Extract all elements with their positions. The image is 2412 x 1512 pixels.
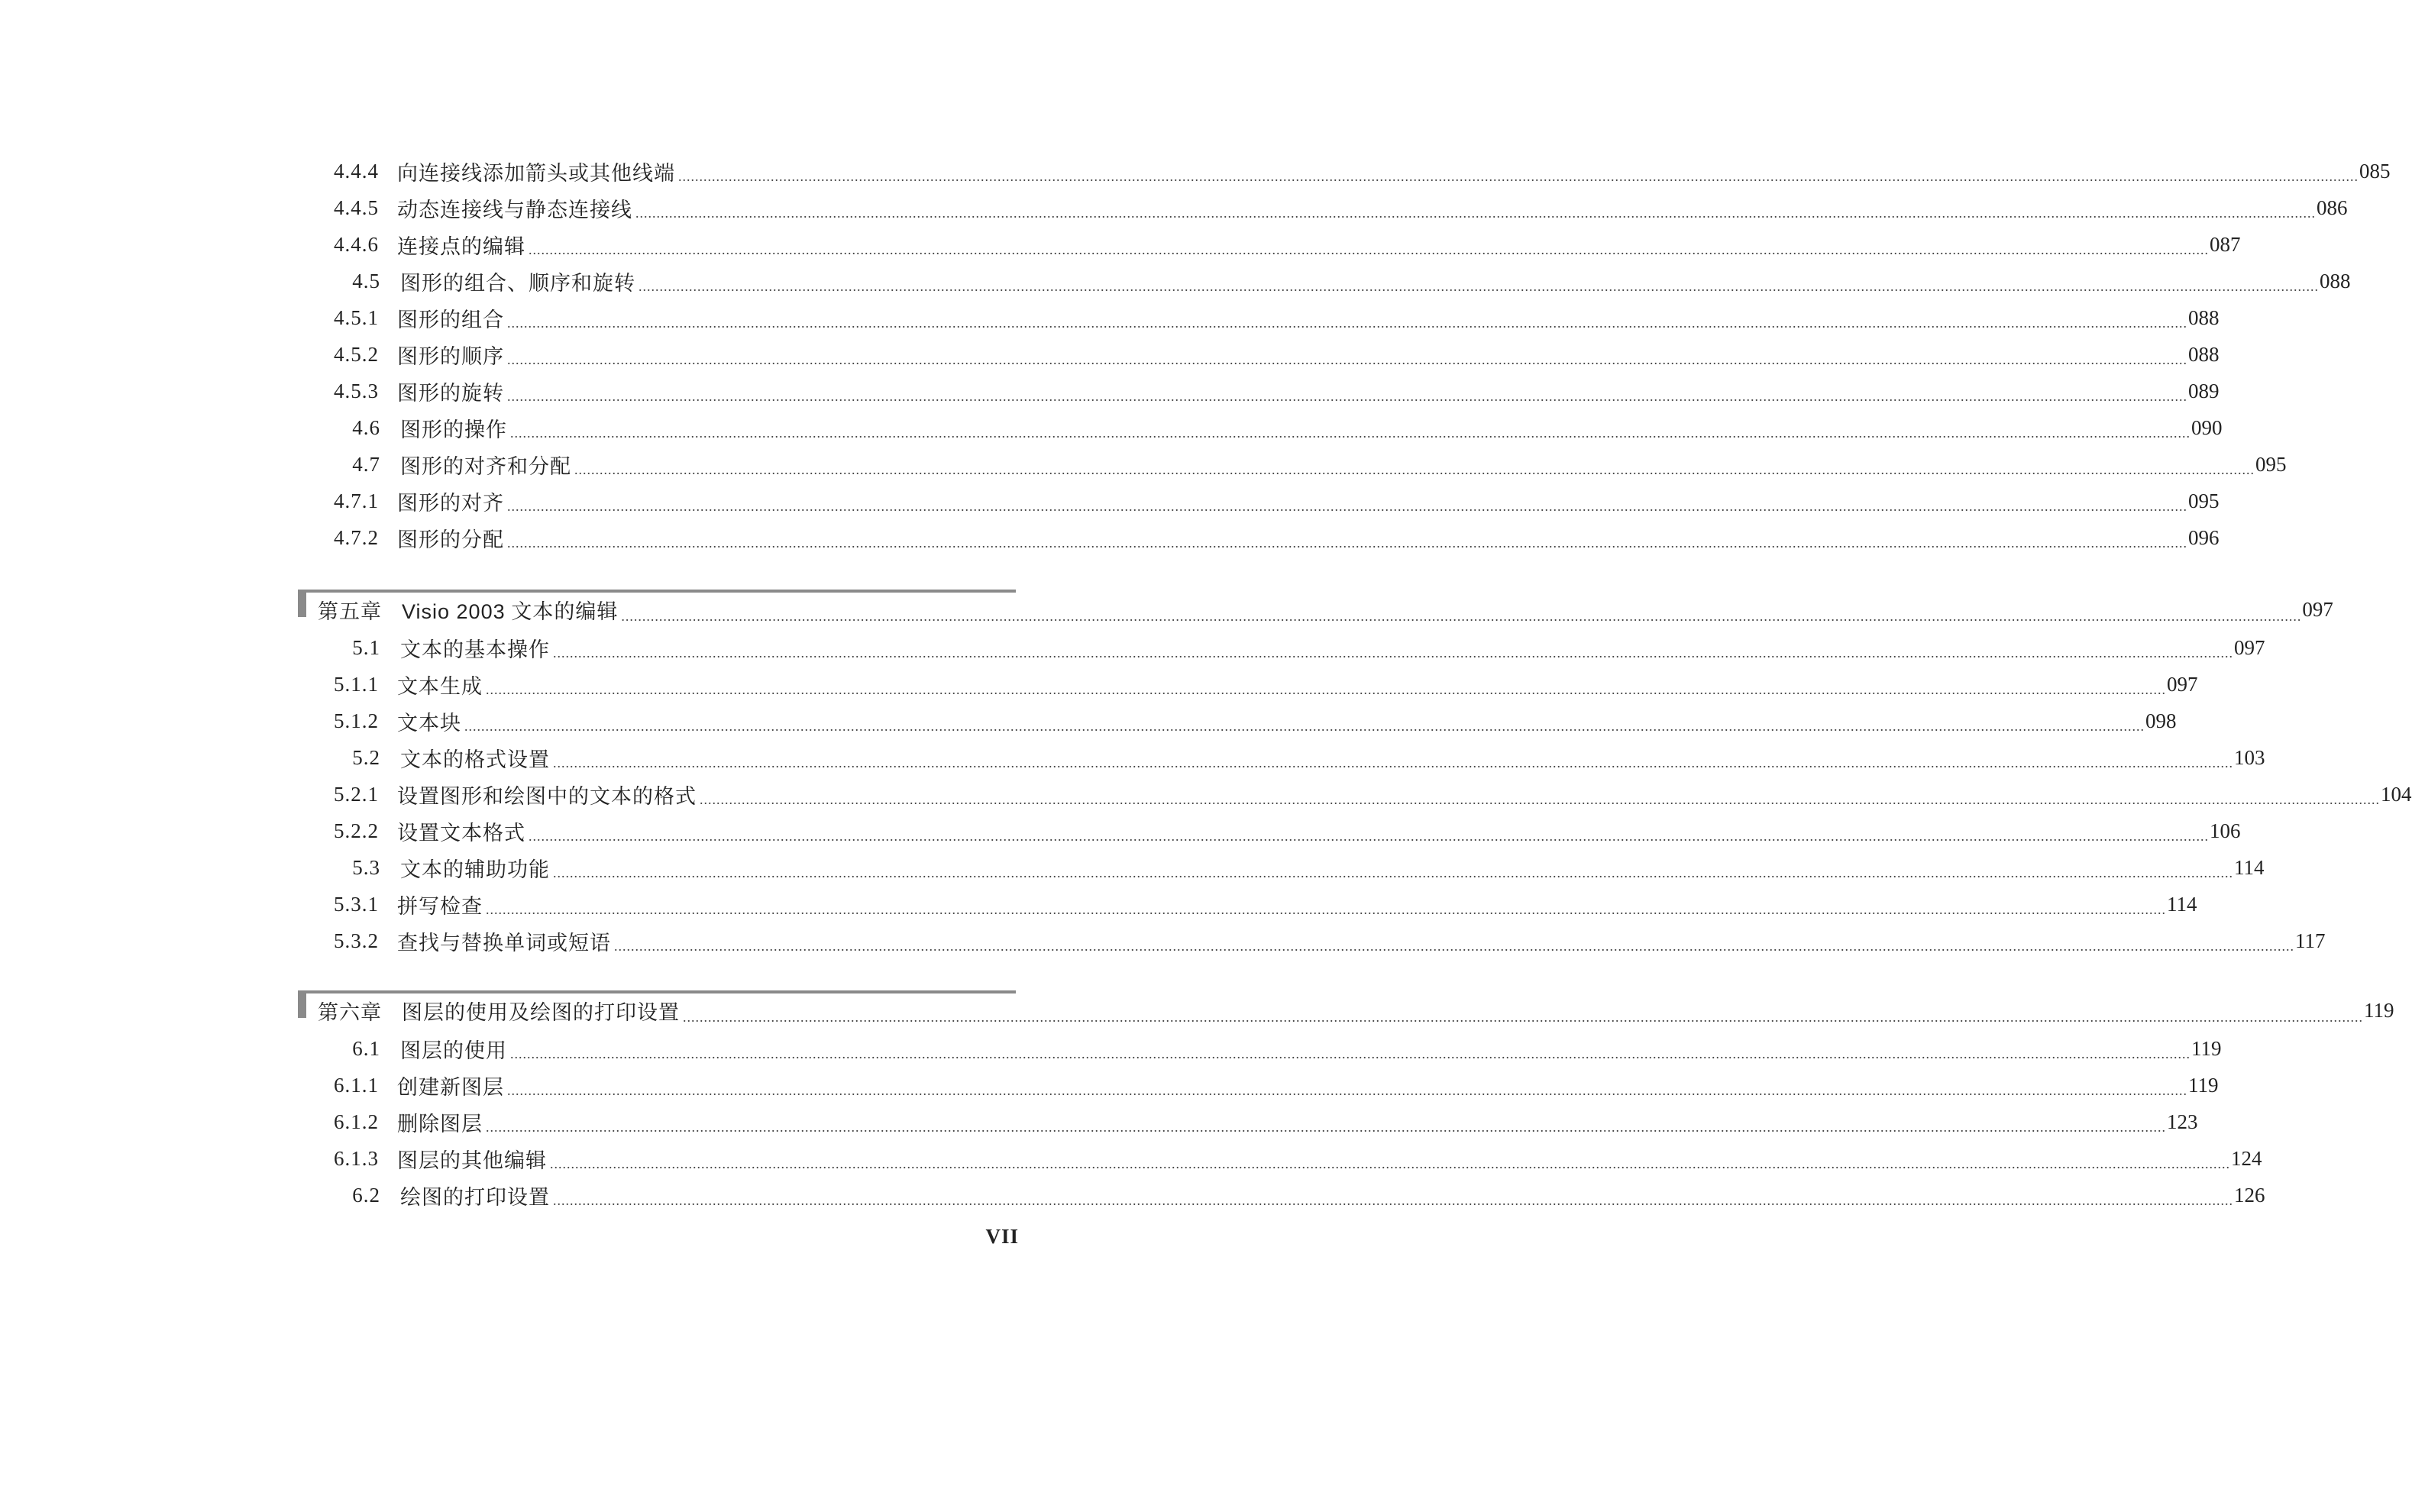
entry-number: 4.5.1 — [334, 305, 379, 329]
entry-number: 4.4.4 — [334, 159, 379, 183]
entry-number: 5.1.2 — [334, 709, 379, 732]
entry-page-number: 095 — [2255, 452, 2287, 476]
entry-title: 连接点的编辑 — [397, 234, 525, 258]
entry-title: 文本的辅助功能 — [400, 858, 550, 881]
chapter-title-text: 图层的使用及绘图的打印设置 — [402, 1000, 680, 1024]
entry-number: 6.2 — [352, 1183, 380, 1207]
entry-number: 4.7 — [352, 452, 380, 476]
chapter-marker-bar — [298, 990, 306, 1018]
dot-leader: ................................................................................................................................................................................................................................................................................................................................................................................................................ — [507, 389, 2187, 404]
entry-number: 5.3.2 — [334, 929, 379, 952]
toc-subsection-entry[interactable] — [298, 299, 2220, 336]
entry-title: 图层的使用 — [400, 1039, 507, 1062]
toc-subsection-entry[interactable] — [298, 813, 2241, 849]
toc-subsection-entry[interactable] — [298, 189, 2348, 226]
entry-number: 4.7.2 — [334, 525, 379, 549]
entry-page-number: 085 — [2359, 159, 2391, 183]
chapter-number: 第六章 — [318, 1000, 382, 1024]
toc-subsection-entry[interactable] — [298, 519, 2220, 556]
dot-leader: ................................................................................................................................................................................................................................................................................................................................................................................................................ — [486, 1119, 2166, 1135]
entry-number: 6.1.2 — [334, 1110, 379, 1133]
entry-number: 5.3 — [352, 855, 380, 879]
toc-subsection-entry[interactable] — [298, 373, 2220, 409]
page-folio: VII — [985, 1225, 1019, 1248]
dot-leader: ................................................................................................................................................................................................................................................................................................................................................................................................................ — [553, 645, 2233, 661]
dot-leader: ................................................................................................................................................................................................................................................................................................................................................................................................................ — [553, 755, 2233, 771]
toc-subsection-entry[interactable] — [298, 153, 2391, 189]
entry-page-number: 098 — [2145, 709, 2177, 732]
entry-number: 5.3.1 — [334, 892, 379, 916]
entry-page-number: 106 — [2210, 819, 2241, 842]
dot-leader: ................................................................................................................................................................................................................................................................................................................................................................................................................ — [678, 169, 2359, 184]
dot-leader: ................................................................................................................................................................................................................................................................................................................................................................................................................ — [507, 352, 2187, 367]
entry-title: 图形的对齐 — [397, 491, 504, 515]
chapter-title-latin: Visio 2003 — [402, 599, 506, 623]
chapter-marker-bar — [298, 590, 306, 617]
dot-leader: ................................................................................................................................................................................................................................................................................................................................................................................................................ — [507, 535, 2187, 551]
dot-leader: ................................................................................................................................................................................................................................................................................................................................................................................................................ — [486, 682, 2166, 697]
toc-chapter-entry[interactable] — [298, 990, 2394, 1030]
entry-title: 文本的格式设置 — [400, 748, 550, 771]
dot-leader: ................................................................................................................................................................................................................................................................................................................................................................................................................ — [635, 205, 2316, 221]
toc-subsection-entry[interactable] — [298, 922, 2326, 959]
dot-leader: ................................................................................................................................................................................................................................................................................................................................................................................................................ — [550, 1156, 2230, 1171]
entry-page-number: 119 — [2191, 1036, 2222, 1060]
entry-title: 图形的旋转 — [397, 381, 504, 405]
dot-leader: ................................................................................................................................................................................................................................................................................................................................................................................................................ — [700, 792, 2380, 807]
dot-leader: ................................................................................................................................................................................................................................................................................................................................................................................................................ — [507, 499, 2187, 514]
dot-leader: ................................................................................................................................................................................................................................................................................................................................................................................................................ — [486, 902, 2166, 917]
entry-page-number: 104 — [2381, 782, 2412, 806]
entry-title: 向连接线添加箭头或其他线端 — [397, 161, 675, 185]
entry-title: 设置图形和绘图中的文本的格式 — [397, 784, 697, 808]
entry-page-number: 088 — [2188, 342, 2220, 366]
entry-page-number: 114 — [2167, 892, 2197, 916]
entry-number: 6.1.1 — [334, 1073, 379, 1097]
entry-page-number: 088 — [2188, 305, 2220, 329]
entry-number: 5.2.2 — [334, 819, 379, 842]
dot-leader: ................................................................................................................................................................................................................................................................................................................................................................................................................ — [510, 1046, 2191, 1061]
entry-title: 删除图层 — [397, 1112, 483, 1136]
entry-page-number: 090 — [2191, 415, 2223, 439]
dot-leader: ................................................................................................................................................................................................................................................................................................................................................................................................................ — [507, 315, 2187, 331]
dot-leader: ................................................................................................................................................................................................................................................................................................................................................................................................................ — [507, 1083, 2187, 1098]
entry-page-number: 119 — [2188, 1073, 2219, 1097]
entry-number: 4.6 — [352, 415, 380, 439]
entry-number: 4.5 — [352, 269, 380, 292]
dot-leader: ................................................................................................................................................................................................................................................................................................................................................................................................................ — [529, 242, 2209, 257]
entry-page-number: 103 — [2234, 745, 2265, 769]
entry-title: 图形的顺序 — [397, 344, 504, 368]
entry-number: 5.2.1 — [334, 782, 379, 806]
dot-leader: ................................................................................................................................................................................................................................................................................................................................................................................................................ — [510, 425, 2191, 441]
toc-section-entry[interactable] — [298, 263, 2351, 299]
dot-leader: ................................................................................................................................................................................................................................................................................................................................................................................................................ — [553, 865, 2233, 880]
toc-section-entry[interactable] — [298, 409, 2223, 446]
toc-section-ch5 — [298, 590, 2412, 959]
entry-page-number: 087 — [2210, 232, 2241, 256]
chapter-page-number: 119 — [2364, 998, 2394, 1022]
toc-subsection-entry[interactable] — [298, 776, 2412, 813]
toc-section-entry[interactable] — [298, 1030, 2222, 1067]
chapter-title — [402, 595, 618, 625]
entry-title: 拼写检查 — [397, 894, 483, 918]
entry-number: 5.1.1 — [334, 672, 379, 696]
toc-section-entry[interactable] — [298, 629, 2265, 666]
entry-number: 5.1 — [352, 635, 380, 659]
dot-leader: ................................................................................................................................................................................................................................................................................................................................................................................................................ — [464, 719, 2145, 734]
dot-leader: ................................................................................................................................................................................................................................................................................................................................................................................................................ — [621, 609, 2302, 624]
toc-subsection-entry[interactable] — [298, 483, 2220, 519]
entry-number: 4.4.6 — [334, 232, 379, 256]
dot-leader: ................................................................................................................................................................................................................................................................................................................................................................................................................ — [529, 829, 2209, 844]
entry-number: 6.1.3 — [334, 1146, 379, 1170]
entry-title: 图形的操作 — [400, 418, 507, 441]
entry-page-number: 124 — [2231, 1146, 2262, 1170]
entry-page-number: 088 — [2320, 269, 2351, 292]
toc-section-entry[interactable] — [298, 1177, 2265, 1213]
entry-title: 文本的基本操作 — [400, 638, 550, 661]
toc-subsection-entry[interactable] — [298, 886, 2197, 922]
entry-page-number: 089 — [2188, 379, 2220, 402]
entry-page-number: 095 — [2188, 489, 2220, 512]
dot-leader: ................................................................................................................................................................................................................................................................................................................................................................................................................ — [614, 939, 2294, 954]
entry-page-number: 117 — [2295, 929, 2326, 952]
toc-subsection-entry[interactable] — [298, 1140, 2262, 1177]
entry-page-number: 123 — [2167, 1110, 2198, 1133]
dot-leader: ................................................................................................................................................................................................................................................................................................................................................................................................................ — [683, 1010, 2363, 1025]
entry-number: 4.5.2 — [334, 342, 379, 366]
chapter-title-text: 文本的编辑 — [505, 599, 619, 623]
entry-page-number: 097 — [2234, 635, 2265, 659]
chapter-page-number: 097 — [2302, 597, 2333, 621]
entry-title: 查找与替换单词或短语 — [397, 931, 611, 955]
entry-page-number: 097 — [2167, 672, 2198, 696]
chapter-title — [402, 996, 680, 1026]
dot-leader: ................................................................................................................................................................................................................................................................................................................................................................................................................ — [639, 279, 2319, 294]
toc-section-ch6 — [298, 990, 2394, 1213]
dot-leader: ................................................................................................................................................................................................................................................................................................................................................................................................................ — [574, 462, 2255, 477]
entry-title: 动态连接线与静态连接线 — [397, 198, 632, 221]
entry-number: 4.5.3 — [334, 379, 379, 402]
entry-title: 图形的对齐和分配 — [400, 454, 571, 478]
dot-leader: ................................................................................................................................................................................................................................................................................................................................................................................................................ — [553, 1193, 2233, 1208]
entry-title: 绘图的打印设置 — [400, 1185, 550, 1209]
toc-subsection-entry[interactable] — [298, 666, 2198, 703]
entry-page-number: 126 — [2234, 1183, 2265, 1207]
entry-number: 5.2 — [352, 745, 380, 769]
toc-subsection-entry[interactable] — [298, 226, 2241, 263]
entry-title: 文本生成 — [397, 674, 483, 698]
entry-title: 创建新图层 — [397, 1075, 504, 1099]
entry-page-number: 096 — [2188, 525, 2220, 549]
entry-page-number: 114 — [2234, 855, 2265, 879]
chapter-number: 第五章 — [318, 599, 382, 623]
entry-title: 图形的组合、顺序和旋转 — [400, 271, 635, 295]
entry-title: 设置文本格式 — [397, 821, 525, 845]
entry-title: 图形的组合 — [397, 308, 504, 331]
entry-number: 4.7.1 — [334, 489, 379, 512]
toc-subsection-entry[interactable] — [298, 1103, 2198, 1140]
entry-title: 图层的其他编辑 — [397, 1149, 547, 1172]
toc-subsection-entry[interactable] — [298, 703, 2177, 739]
entry-number: 6.1 — [352, 1036, 380, 1060]
toc-section-entry[interactable] — [298, 446, 2287, 483]
entry-title: 文本块 — [397, 711, 461, 735]
entry-title: 图形的分配 — [397, 528, 504, 551]
toc-section-entry[interactable] — [298, 849, 2265, 886]
toc-subsection-entry[interactable] — [298, 1067, 2219, 1103]
entry-number: 4.4.5 — [334, 195, 379, 219]
toc-subsection-entry[interactable] — [298, 336, 2220, 373]
toc-chapter-entry[interactable] — [298, 590, 2333, 629]
toc-section-ch4 — [298, 153, 2391, 556]
entry-page-number: 086 — [2317, 195, 2348, 219]
toc-section-entry[interactable] — [298, 739, 2265, 776]
